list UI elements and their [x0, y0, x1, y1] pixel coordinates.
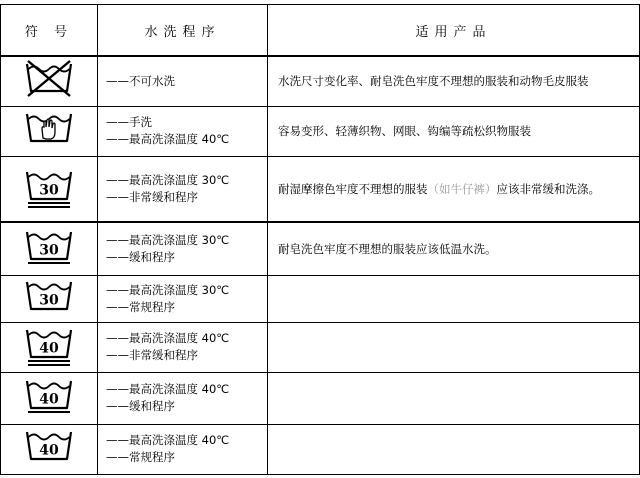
table-row — [1, 322, 640, 372]
header-application: 适用产品 — [268, 5, 640, 57]
wash-tub-30-very-gentle-icon — [24, 166, 74, 212]
procedure-line: ——最高洗涤温度 40℃ — [106, 331, 230, 345]
procedure-line: ——常规程序 — [106, 450, 175, 464]
application-cell — [268, 222, 640, 275]
header-procedure: 水洗程序 — [98, 5, 268, 57]
procedure-cell — [98, 56, 268, 106]
hand-icon — [42, 119, 55, 139]
wash-tub-30-normal-icon — [24, 276, 74, 322]
procedure-line: ——缓和程序 — [106, 249, 175, 264]
application-text-tail: 应该非常缓和洗涤。 — [496, 181, 600, 196]
table-row — [1, 156, 640, 222]
application-cell — [268, 106, 640, 156]
procedure-line: ——非常缓和程序 — [106, 189, 198, 204]
application-cell — [268, 275, 640, 322]
procedure-cell — [98, 106, 268, 156]
temperature-label: 40 — [39, 442, 59, 459]
symbol-cell — [1, 372, 98, 424]
procedure-line: ——手洗 — [106, 115, 152, 129]
wash-tub-hand-icon — [24, 108, 74, 154]
table-row — [1, 424, 640, 474]
wash-tub-40-very-gentle-icon — [24, 324, 74, 370]
wash-tub-crossed-icon — [24, 58, 74, 104]
procedure-line: ——非常缓和程序 — [106, 348, 198, 362]
application-cell — [268, 424, 640, 474]
procedure-line: ——不可水洗 — [106, 73, 175, 88]
symbol-cell — [1, 322, 98, 372]
temperature-label: 40 — [39, 391, 59, 408]
washing-symbols-table — [0, 4, 640, 475]
wash-tub-40-normal-icon — [24, 426, 74, 472]
procedure-line: ——最高洗涤温度 30℃ — [106, 282, 230, 297]
symbol-cell — [1, 424, 98, 474]
table-row — [1, 275, 640, 322]
procedure-line: ——最高洗涤温度 30℃ — [106, 172, 230, 187]
procedure-line: ——最高洗涤温度 40℃ — [106, 433, 230, 447]
table-header-row — [1, 5, 640, 57]
procedure-line: ——常规程序 — [106, 299, 175, 314]
temperature-label: 40 — [39, 340, 59, 357]
symbol-cell — [1, 222, 98, 275]
symbol-cell — [1, 106, 98, 156]
procedure-cell — [98, 275, 268, 322]
header-symbol: 符 号 — [1, 5, 98, 57]
application-cell — [268, 56, 640, 106]
procedure-cell — [98, 156, 268, 222]
temperature-label: 30 — [39, 242, 59, 259]
table-row — [1, 56, 640, 106]
application-cell — [268, 322, 640, 372]
symbol-cell — [1, 275, 98, 322]
application-text: 耐湿摩擦色牢度不理想的服装 — [278, 181, 428, 196]
temperature-label: 30 — [39, 292, 59, 308]
procedure-cell — [98, 322, 268, 372]
application-note: （如牛仔裤） — [427, 181, 497, 196]
application-text: 容易变形、轻薄织物、网眼、钩编等疏松织物服装 — [278, 124, 531, 138]
table-row — [1, 372, 640, 424]
application-cell — [268, 156, 640, 222]
procedure-line: ——缓和程序 — [106, 399, 175, 413]
procedure-line: ——最高洗涤温度 40℃ — [106, 382, 230, 396]
symbol-cell — [1, 156, 98, 222]
procedure-cell — [98, 372, 268, 424]
table-row — [1, 222, 640, 275]
application-text: 水洗尺寸变化率、耐皂洗色牢度不理想的服装和动物毛皮服装 — [278, 74, 589, 89]
table-row — [1, 106, 640, 156]
application-cell — [268, 372, 640, 424]
application-text: 耐皂洗色牢度不理想的服装应该低温水洗。 — [278, 241, 497, 256]
wash-tub-30-gentle-icon — [24, 226, 74, 272]
symbol-cell — [1, 56, 98, 106]
procedure-cell — [98, 222, 268, 275]
wash-tub-40-gentle-icon — [24, 375, 74, 421]
procedure-line: ——最高洗涤温度 30℃ — [106, 232, 230, 247]
procedure-cell — [98, 424, 268, 474]
temperature-label: 30 — [39, 182, 59, 199]
procedure-line: ——最高洗涤温度 40℃ — [106, 132, 230, 146]
